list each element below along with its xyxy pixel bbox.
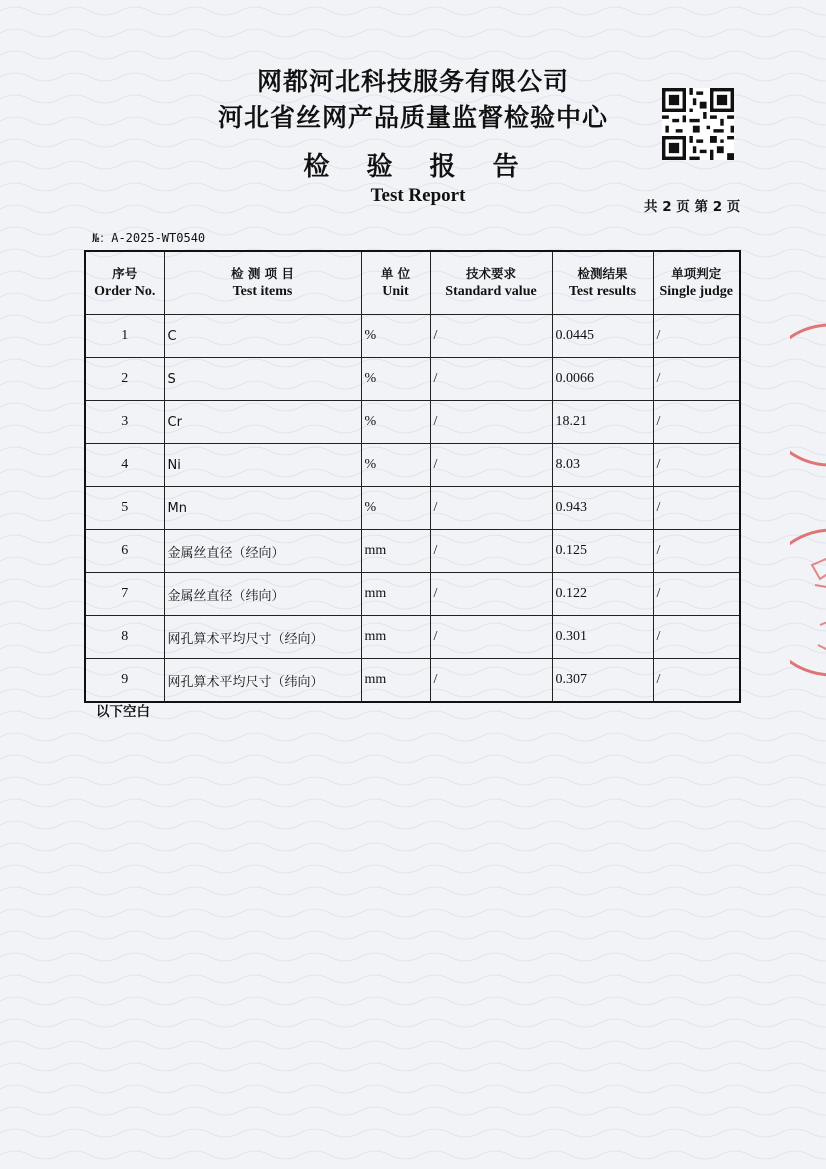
cell-order-no: 8 [85, 616, 164, 659]
cell-standard-value: / [430, 530, 552, 573]
cell-test-result: 0.0066 [552, 358, 653, 401]
cell-test-result: 18.21 [552, 401, 653, 444]
company-name: 网都河北科技服务有限公司 [256, 67, 569, 96]
cell-test-item: 网孔算术平均尺寸（经向） [164, 616, 361, 659]
cell-test-result: 0.122 [552, 573, 653, 616]
inspection-center-name: 河北省丝网产品质量监督检验中心 [217, 103, 608, 132]
table-row [85, 358, 740, 401]
cell-single-judge: / [653, 315, 740, 358]
cell-test-result: 0.0445 [552, 315, 653, 358]
page-count: 共 2 页 第 2 页 [644, 199, 741, 215]
cell-test-item: Cr [164, 401, 361, 444]
cell-standard-value: / [430, 573, 552, 616]
cell-test-result: 0.307 [552, 659, 653, 703]
report-title-chinese: 检 验 报 告 [303, 152, 533, 182]
cell-standard-value: / [430, 358, 552, 401]
cell-test-item: S [164, 358, 361, 401]
cell-unit: mm [361, 573, 430, 616]
cell-unit: mm [361, 659, 430, 703]
header-unit: 单 位 Unit [361, 251, 430, 315]
blank-below-note: 以下空白 [96, 704, 150, 720]
table-row [85, 444, 740, 487]
table-row [85, 616, 740, 659]
cell-standard-value: / [430, 444, 552, 487]
table-row [85, 573, 740, 616]
header-test-results: 检测结果 Test results [552, 251, 653, 315]
header-single-judge: 单项判定 Single judge [653, 251, 740, 315]
report-number: №：A-2025-WT0540 [92, 231, 206, 245]
cell-test-result: 0.125 [552, 530, 653, 573]
cell-standard-value: / [430, 315, 552, 358]
cell-order-no: 3 [85, 401, 164, 444]
cell-test-item: 网孔算术平均尺寸（纬向） [164, 659, 361, 703]
cell-test-item: Mn [164, 487, 361, 530]
red-seal-stamp-icon [790, 525, 826, 680]
cell-unit: mm [361, 530, 430, 573]
cell-order-no: 6 [85, 530, 164, 573]
table-row [85, 530, 740, 573]
cell-test-result: 0.943 [552, 487, 653, 530]
cell-test-result: 8.03 [552, 444, 653, 487]
red-seal-stamp-icon [790, 320, 826, 470]
cell-single-judge: / [653, 530, 740, 573]
table-row [85, 315, 740, 358]
header-test-items: 检 测 项 目 Test items [164, 251, 361, 315]
cell-standard-value: / [430, 401, 552, 444]
cell-unit: % [361, 358, 430, 401]
table-row [85, 401, 740, 444]
cell-single-judge: / [653, 573, 740, 616]
cell-single-judge: / [653, 616, 740, 659]
table-header-row [85, 251, 740, 315]
cell-standard-value: / [430, 616, 552, 659]
cell-single-judge: / [653, 444, 740, 487]
cell-single-judge: / [653, 487, 740, 530]
cell-unit: % [361, 444, 430, 487]
cell-order-no: 4 [85, 444, 164, 487]
cell-unit: % [361, 315, 430, 358]
cell-test-item: 金属丝直径（经向） [164, 530, 361, 573]
report-title-english: Test Report [370, 185, 466, 206]
header-standard-value: 技术要求 Standard value [430, 251, 552, 315]
header-order-no: 序号 Order No. [85, 251, 164, 315]
cell-test-item: 金属丝直径（纬向） [164, 573, 361, 616]
cell-standard-value: / [430, 487, 552, 530]
table-row [85, 487, 740, 530]
cell-test-result: 0.301 [552, 616, 653, 659]
cell-order-no: 5 [85, 487, 164, 530]
table-row [85, 659, 740, 703]
cell-standard-value: / [430, 659, 552, 703]
cell-unit: % [361, 401, 430, 444]
cell-test-item: Ni [164, 444, 361, 487]
cell-order-no: 7 [85, 573, 164, 616]
cell-unit: % [361, 487, 430, 530]
cell-test-item: C [164, 315, 361, 358]
cell-order-no: 9 [85, 659, 164, 703]
cell-single-judge: / [653, 358, 740, 401]
cell-order-no: 1 [85, 315, 164, 358]
cell-single-judge: / [653, 401, 740, 444]
cell-order-no: 2 [85, 358, 164, 401]
cell-single-judge: / [653, 659, 740, 703]
test-results-table [84, 250, 741, 703]
cell-unit: mm [361, 616, 430, 659]
